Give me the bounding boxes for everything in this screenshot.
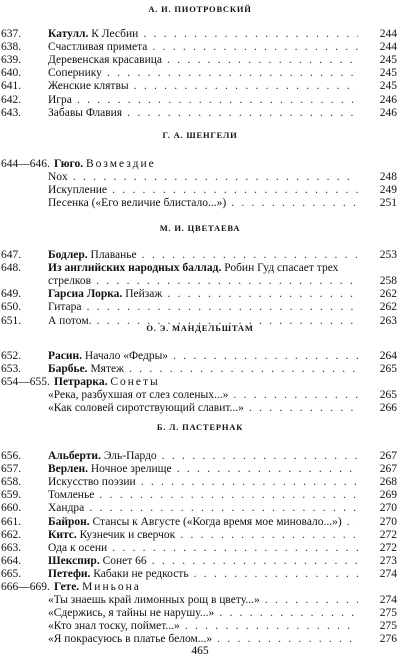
toc-entry (0, 54, 400, 67)
entry-title-text: Миньона (82, 581, 141, 593)
entry-title (48, 450, 358, 463)
entry-title (48, 594, 358, 607)
leader-dots (137, 249, 358, 261)
entry-title-text: Робин Гуд спасает трех (224, 262, 339, 275)
toc-entry (0, 28, 400, 41)
leader-dots (168, 350, 358, 362)
entry-number: 664. (1, 554, 22, 567)
entry-title-text: «Я покрасуюсь в платье белом...» (48, 633, 213, 646)
toc-entry (0, 581, 400, 594)
entry-title (48, 476, 358, 489)
toc-entry (0, 607, 400, 620)
toc-entry (0, 184, 400, 197)
entry-author: Из английских народных баллад. (48, 262, 222, 275)
entry-author: Шекспир. (48, 554, 100, 567)
entry-number: 660. (1, 502, 22, 515)
entry-title-text: Сопернику (48, 67, 102, 80)
toc-entry (0, 80, 400, 93)
entry-page: 253 (379, 249, 397, 261)
entry-title (48, 363, 358, 376)
toc-entry (0, 158, 400, 171)
toc-entry (0, 620, 400, 633)
entry-number: 657. (1, 463, 22, 476)
toc-entry (0, 262, 400, 275)
entry-author: Катулл. (48, 28, 89, 40)
entry-title-text: Мятеж (90, 363, 125, 376)
leader-dots (162, 54, 358, 66)
entry-title (48, 389, 358, 402)
section-heading: Г. А. ШЕНГЕЛИ (162, 130, 238, 140)
entry-title (48, 350, 358, 363)
toc-entry (0, 529, 400, 542)
entry-author: Бодлер. (48, 249, 88, 261)
entry-title-text: «Ты знаешь край лимонных рощ в цвету...» (48, 594, 260, 607)
entry-title-text: Кузнечик и сверчок (79, 528, 176, 541)
entry-page: 274 (379, 594, 397, 607)
entry-author: Гете. (54, 581, 80, 593)
entry-title-text: Гитара (48, 301, 82, 314)
toc-entry (0, 41, 400, 54)
entry-title-text: «Сдержись, я тайны не нарушу...» (48, 607, 215, 620)
leader-dots (228, 389, 358, 401)
entry-number: 644—646. (1, 158, 50, 170)
entry-title-text: Деревенская красавица (48, 54, 162, 67)
entry-page: 267 (379, 450, 397, 462)
entry-page: 272 (379, 541, 397, 554)
entry-title (48, 249, 358, 262)
entry-title (48, 54, 358, 67)
entry-page: 274 (379, 567, 397, 580)
entry-page: 276 (379, 633, 397, 646)
leader-dots (260, 594, 358, 606)
entry-page: 270 (379, 515, 397, 528)
leader-dots (214, 607, 358, 619)
entry-page: 275 (379, 620, 397, 633)
entry-title-text: «Как соловей сиротствующий славит...» (48, 402, 244, 415)
toc-entry (0, 502, 400, 515)
toc-entry (0, 555, 400, 568)
leader-dots (91, 275, 358, 287)
entry-author: Гарсиа Лорка. (48, 288, 123, 301)
entry-title (48, 184, 358, 197)
entry-title-text: А потом. (48, 314, 92, 327)
entry-number: 637. (1, 28, 22, 40)
entry-number: 654—655. (1, 376, 50, 389)
entry-page: 244 (379, 41, 397, 54)
entry-title (48, 502, 358, 515)
leader-dots (124, 363, 358, 375)
entry-title-text: стрелков (48, 275, 92, 288)
entry-number: 666—669. (1, 581, 50, 593)
entry-title (48, 463, 358, 476)
entry-title-text: «Река, разбухшая от слез соленых...» (48, 389, 229, 402)
entry-number: 647. (1, 249, 22, 261)
entry-page: 258 (379, 275, 397, 288)
entry-title-text: Пейзаж (125, 288, 163, 301)
entry-page: 266 (379, 402, 397, 415)
entry-title-text: Ода к осени (48, 541, 108, 554)
entry-title (48, 94, 358, 107)
toc-entry (0, 542, 400, 555)
leader-dots (84, 502, 358, 514)
entry-number: 649. (1, 288, 22, 301)
entry-title (48, 275, 358, 288)
entry-page: 264 (379, 350, 397, 362)
leader-dots (147, 41, 358, 53)
toc-entry (0, 107, 400, 120)
toc-entry (0, 568, 400, 581)
entry-page: 246 (379, 93, 397, 106)
entry-title-text: Игра (48, 93, 72, 106)
toc-entry (0, 389, 400, 402)
toc-entry (0, 350, 400, 363)
entry-title (48, 620, 358, 633)
toc-entry (0, 402, 400, 415)
leader-dots (107, 542, 358, 554)
toc-entry (0, 489, 400, 502)
toc-entry (0, 171, 400, 184)
entry-page: 265 (379, 363, 397, 376)
toc-entry (0, 288, 400, 301)
entry-title (48, 402, 358, 415)
entry-title-text: Возмездие (85, 158, 156, 170)
section-heading: Б. Л. ПАСТЕРНАК (156, 422, 244, 432)
entry-title-text: Начало «Федры» (84, 350, 169, 362)
entry-page: 248 (379, 171, 397, 184)
section-heading: О. Э. МАНДЕЛЬШТАМ (146, 323, 254, 333)
toc-entry (0, 594, 400, 607)
entry-page: 249 (379, 184, 397, 197)
entry-page: 267 (379, 463, 397, 476)
leader-dots (189, 568, 358, 580)
entry-page: 251 (379, 197, 397, 210)
leader-dots (342, 516, 358, 528)
entry-number: 662. (1, 528, 22, 541)
entry-title (48, 489, 358, 502)
entry-author: Байрон. (48, 515, 90, 528)
entry-title-text: Стансы к Августе («Когда время мое миновало...») (92, 515, 342, 528)
section-heading: М. И. ЦВЕТАЕВА (159, 223, 241, 233)
entry-title-text: Томленье (48, 489, 95, 502)
entry-number: 651. (1, 314, 22, 327)
entry-author: Верлен. (48, 463, 88, 476)
leader-dots (244, 402, 358, 414)
entry-number: 641. (1, 80, 22, 93)
leader-dots (107, 184, 358, 196)
entry-author: Петрарка. (54, 376, 108, 389)
entry-title (48, 288, 358, 301)
entry-page: 270 (379, 502, 397, 515)
entry-title (48, 28, 358, 41)
leader-dots (122, 107, 358, 119)
entry-page: 245 (379, 80, 397, 93)
entry-number: 643. (1, 106, 22, 119)
entry-title (48, 262, 358, 275)
entry-page: 275 (379, 607, 397, 620)
entry-title-text: Кабаки не редкость (93, 567, 189, 580)
entry-page: 273 (379, 554, 397, 567)
leader-dots (138, 28, 358, 40)
entry-number: 661. (1, 515, 22, 528)
entry-title (48, 67, 358, 80)
entry-title-text: Хандра (48, 502, 85, 515)
entry-title (48, 607, 358, 620)
entry-title-text: Счастливая примета (48, 41, 148, 54)
entry-page: 272 (379, 528, 397, 541)
toc-entry (0, 94, 400, 107)
entry-title (48, 555, 358, 568)
entry-title-text: Искусство поэзии (48, 476, 136, 489)
entry-page: 269 (379, 489, 397, 502)
leader-dots (162, 288, 358, 300)
toc-entry (0, 476, 400, 489)
entry-number: 639. (1, 54, 22, 67)
leader-dots (226, 197, 358, 209)
entry-title (48, 301, 358, 314)
entry-page: 244 (379, 28, 397, 40)
entry-number: 656. (1, 450, 22, 462)
entry-title-text: Искупление (48, 184, 107, 197)
entry-title-text: Женские клятвы (48, 80, 129, 93)
entry-number: 638. (1, 41, 22, 54)
entry-title-text: Песенка («Его величие блистало...») (48, 197, 227, 210)
toc-entry (0, 463, 400, 476)
toc-entry (0, 249, 400, 262)
entry-number: 648. (1, 262, 22, 275)
leader-dots (180, 620, 358, 632)
toc-entry (0, 275, 400, 288)
entry-title (48, 529, 358, 542)
page-number: 465 (191, 645, 209, 657)
entry-page: 245 (379, 54, 397, 67)
entry-page: 245 (379, 67, 397, 80)
entry-title-text: Эль-Пардо (103, 450, 157, 462)
entry-number: 653. (1, 363, 22, 376)
entry-number: 650. (1, 301, 22, 314)
leader-dots (94, 489, 358, 501)
leader-dots (157, 450, 358, 462)
leader-dots (172, 463, 358, 475)
toc-entry (0, 516, 400, 529)
entry-page: 265 (379, 389, 397, 402)
entry-author: Барбье. (48, 363, 88, 376)
toc-entry (0, 376, 400, 389)
section-heading: А. И. ПИОТРОВСКИЙ (148, 4, 252, 14)
entry-title-text: К Лесбии (91, 28, 139, 40)
entry-title-text: Плаванье (90, 249, 137, 261)
entry-number: 658. (1, 476, 22, 489)
entry-title-text: Ночное зрелище (90, 463, 172, 476)
entry-title (48, 197, 358, 210)
entry-author: Петефи. (48, 567, 91, 580)
entry-author: Гюго. (54, 158, 84, 170)
leader-dots (136, 476, 358, 488)
entry-title (48, 80, 358, 93)
toc-entry (0, 363, 400, 376)
entry-title (54, 581, 358, 594)
entry-page: 246 (379, 106, 397, 119)
leader-dots (212, 633, 358, 645)
entry-title-text: Сонеты (110, 376, 160, 389)
entry-title-text: Сонет 66 (102, 554, 147, 567)
entry-number: 665. (1, 567, 22, 580)
entry-number: 663. (1, 541, 22, 554)
entry-title (54, 158, 358, 171)
entry-number: 640. (1, 67, 22, 80)
entry-title-text: Забавы Флавия (48, 106, 123, 119)
entry-page: 263 (379, 314, 397, 327)
entry-title (48, 568, 358, 581)
leader-dots (72, 94, 358, 106)
toc-entry (0, 197, 400, 210)
entry-author: Китс. (48, 528, 77, 541)
entry-page: 262 (379, 288, 397, 301)
entry-number: 659. (1, 489, 22, 502)
entry-author: Альберти. (48, 450, 101, 462)
leader-dots (129, 80, 358, 92)
entry-number: 642. (1, 93, 22, 106)
toc-entry (0, 450, 400, 463)
entry-page: 268 (379, 476, 397, 489)
entry-title (48, 542, 358, 555)
leader-dots (102, 67, 358, 79)
entry-title (54, 376, 358, 389)
leader-dots (68, 171, 358, 183)
leader-dots (175, 529, 358, 541)
leader-dots (82, 301, 359, 313)
entry-page: 262 (379, 301, 397, 314)
toc-entry (0, 301, 400, 314)
toc-entry (0, 67, 400, 80)
entry-title (48, 171, 358, 184)
entry-number: 652. (1, 350, 22, 362)
entry-title (48, 41, 358, 54)
leader-dots (147, 555, 358, 567)
entry-author: Расин. (48, 350, 83, 362)
entry-title-text: «Кто знал тоску, поймет...» (48, 620, 180, 633)
entry-title (48, 516, 358, 529)
entry-title (48, 107, 358, 120)
entry-title-text: Nox (48, 171, 68, 184)
